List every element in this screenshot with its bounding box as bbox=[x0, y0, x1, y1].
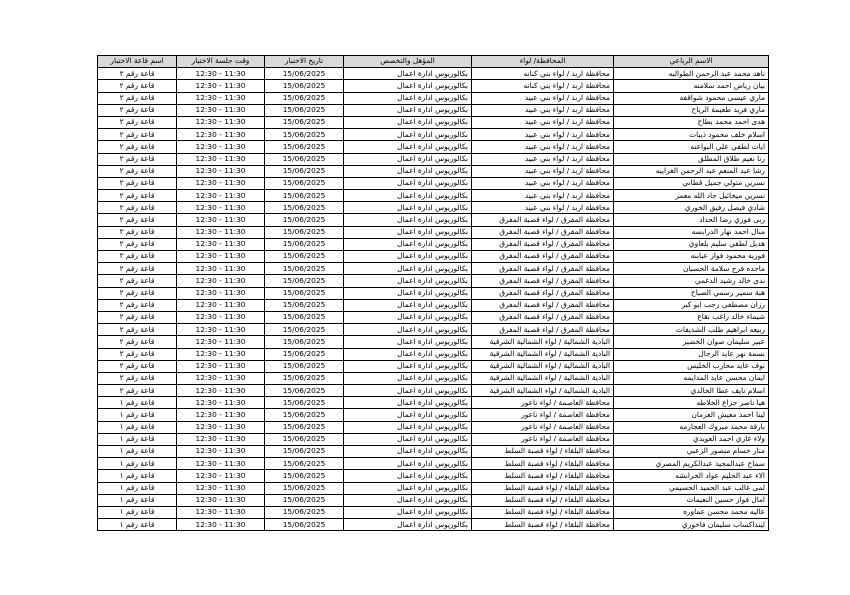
cell-qualification: بكالوريوس ادارة اعمال bbox=[344, 506, 472, 518]
table-row bbox=[98, 226, 769, 238]
cell-exam-hall: قاعة رقم ٢ bbox=[98, 385, 177, 397]
table-row bbox=[98, 116, 769, 128]
cell-exam-date: 15/06/2025 bbox=[265, 104, 344, 116]
cell-exam-time: 11:30 - 12:30 bbox=[177, 68, 265, 80]
cell-exam-hall: قاعة رقم ١ bbox=[98, 433, 177, 445]
cell-qualification: بكالوريوس ادارة اعمال bbox=[344, 397, 472, 409]
cell-exam-time: 11:30 - 12:30 bbox=[177, 336, 265, 348]
cell-exam-date: 15/06/2025 bbox=[265, 409, 344, 421]
cell-exam-time: 11:30 - 12:30 bbox=[177, 238, 265, 250]
cell-exam-date: 15/06/2025 bbox=[265, 494, 344, 506]
cell-exam-date: 15/06/2025 bbox=[265, 92, 344, 104]
cell-exam-date: 15/06/2025 bbox=[265, 421, 344, 433]
cell-exam-hall: قاعة رقم ١ bbox=[98, 397, 177, 409]
cell-qualification: بكالوريوس ادارة اعمال bbox=[344, 141, 472, 153]
table-row bbox=[98, 433, 769, 445]
table-row bbox=[98, 214, 769, 226]
cell-exam-hall: قاعة رقم ٢ bbox=[98, 287, 177, 299]
cell-exam-time: 11:30 - 12:30 bbox=[177, 299, 265, 311]
table-row bbox=[98, 299, 769, 311]
cell-exam-date: 15/06/2025 bbox=[265, 287, 344, 299]
cell-qualification: بكالوريوس ادارة اعمال bbox=[344, 409, 472, 421]
cell-full-name: شادي فيصل رفيق الخوري bbox=[614, 202, 769, 214]
cell-full-name: هديل لطفي سليم بلعاوي bbox=[614, 238, 769, 250]
cell-exam-time: 11:30 - 12:30 bbox=[177, 458, 265, 470]
cell-full-name: نسرين ميخائيل جاد الله معمر bbox=[614, 190, 769, 202]
cell-full-name: ماجده فرج سلامة الحسبان bbox=[614, 263, 769, 275]
table-row bbox=[98, 519, 769, 531]
cell-qualification: بكالوريوس ادارة اعمال bbox=[344, 153, 472, 165]
cell-qualification: بكالوريوس ادارة اعمال bbox=[344, 299, 472, 311]
cell-exam-hall: قاعة رقم ٢ bbox=[98, 226, 177, 238]
cell-exam-hall: قاعة رقم ٢ bbox=[98, 116, 177, 128]
cell-governorate: محافظة البلقاء / لواء قصبة السلط bbox=[472, 506, 614, 518]
cell-exam-date: 15/06/2025 bbox=[265, 251, 344, 263]
cell-exam-date: 15/06/2025 bbox=[265, 238, 344, 250]
cell-governorate: محافظة اربد / لواء بني عبيد bbox=[472, 116, 614, 128]
cell-qualification: بكالوريوس ادارة اعمال bbox=[344, 116, 472, 128]
cell-exam-hall: قاعة رقم ٢ bbox=[98, 80, 177, 92]
cell-governorate: محافظة اربد / لواء بني كنانه bbox=[472, 80, 614, 92]
cell-governorate: محافظة العاصمة / لواء ناعور bbox=[472, 421, 614, 433]
cell-governorate: محافظة المفرق / لواء قصبة المفرق bbox=[472, 299, 614, 311]
cell-full-name: لينداكساب سليمان فاخوري bbox=[614, 519, 769, 531]
cell-exam-hall: قاعة رقم ٢ bbox=[98, 263, 177, 275]
cell-full-name: ماري فريد طعيمة الرياح bbox=[614, 104, 769, 116]
cell-exam-hall: قاعة رقم ٢ bbox=[98, 92, 177, 104]
cell-exam-hall: قاعة رقم ١ bbox=[98, 446, 177, 458]
cell-full-name: منار حسام منصور الزعبي bbox=[614, 446, 769, 458]
cell-exam-date: 15/06/2025 bbox=[265, 446, 344, 458]
cell-exam-hall: قاعة رقم ٢ bbox=[98, 165, 177, 177]
header-qualification: المؤهل والتخصص bbox=[344, 56, 472, 68]
cell-exam-hall: قاعة رقم ٢ bbox=[98, 104, 177, 116]
cell-exam-hall: قاعة رقم ٢ bbox=[98, 360, 177, 372]
cell-full-name: اسلام نايف عطا الخالدي bbox=[614, 385, 769, 397]
cell-qualification: بكالوريوس ادارة اعمال bbox=[344, 226, 472, 238]
cell-qualification: بكالوريوس ادارة اعمال bbox=[344, 251, 472, 263]
table-row bbox=[98, 372, 769, 384]
cell-exam-date: 15/06/2025 bbox=[265, 116, 344, 128]
cell-qualification: بكالوريوس ادارة اعمال bbox=[344, 190, 472, 202]
header-full-name: الاسم الرباعي bbox=[614, 56, 769, 68]
cell-exam-date: 15/06/2025 bbox=[265, 372, 344, 384]
table-row bbox=[98, 287, 769, 299]
cell-exam-time: 11:30 - 12:30 bbox=[177, 409, 265, 421]
cell-exam-date: 15/06/2025 bbox=[265, 141, 344, 153]
cell-full-name: ماري عيسى محمود شواقفه bbox=[614, 92, 769, 104]
cell-exam-date: 15/06/2025 bbox=[265, 311, 344, 323]
cell-exam-time: 11:30 - 12:30 bbox=[177, 104, 265, 116]
cell-qualification: بكالوريوس ادارة اعمال bbox=[344, 80, 472, 92]
cell-exam-date: 15/06/2025 bbox=[265, 458, 344, 470]
cell-exam-time: 11:30 - 12:30 bbox=[177, 482, 265, 494]
cell-full-name: ربيعه ابراهيم طلب الشديفات bbox=[614, 324, 769, 336]
table-row bbox=[98, 153, 769, 165]
table-row bbox=[98, 190, 769, 202]
cell-full-name: فوزيه محمود فواز عبابنه bbox=[614, 251, 769, 263]
cell-exam-hall: قاعة رقم ١ bbox=[98, 458, 177, 470]
cell-full-name: اسلام خلف محمود ذيبات bbox=[614, 129, 769, 141]
cell-exam-date: 15/06/2025 bbox=[265, 336, 344, 348]
cell-exam-hall: قاعة رقم ٢ bbox=[98, 202, 177, 214]
cell-full-name: رشا عبد المنعم عبد الرحمن الغرايبه bbox=[614, 165, 769, 177]
cell-exam-time: 11:30 - 12:30 bbox=[177, 372, 265, 384]
cell-governorate: محافظة العاصمة / لواء ناعور bbox=[472, 433, 614, 445]
cell-qualification: بكالوريوس ادارة اعمال bbox=[344, 275, 472, 287]
cell-qualification: بكالوريوس ادارة اعمال bbox=[344, 287, 472, 299]
table-row bbox=[98, 482, 769, 494]
cell-qualification: بكالوريوس ادارة اعمال bbox=[344, 311, 472, 323]
cell-full-name: سماح عبدالمجيد عبدالكريم المصري bbox=[614, 458, 769, 470]
cell-qualification: بكالوريوس ادارة اعمال bbox=[344, 165, 472, 177]
cell-full-name: ربى فوزي رضا الحداد bbox=[614, 214, 769, 226]
cell-exam-hall: قاعة رقم ١ bbox=[98, 519, 177, 531]
cell-full-name: لينا احمد معيش العرمان bbox=[614, 409, 769, 421]
cell-exam-time: 11:30 - 12:30 bbox=[177, 153, 265, 165]
cell-qualification: بكالوريوس ادارة اعمال bbox=[344, 324, 472, 336]
cell-exam-date: 15/06/2025 bbox=[265, 275, 344, 287]
cell-exam-hall: قاعة رقم ٢ bbox=[98, 251, 177, 263]
cell-exam-date: 15/06/2025 bbox=[265, 80, 344, 92]
table-row bbox=[98, 336, 769, 348]
cell-governorate: محافظة البلقاء / لواء قصبة السلط bbox=[472, 519, 614, 531]
cell-exam-time: 11:30 - 12:30 bbox=[177, 433, 265, 445]
cell-exam-hall: قاعة رقم ٢ bbox=[98, 275, 177, 287]
cell-qualification: بكالوريوس ادارة اعمال bbox=[344, 336, 472, 348]
cell-qualification: بكالوريوس ادارة اعمال bbox=[344, 129, 472, 141]
table-row bbox=[98, 165, 769, 177]
table-row bbox=[98, 458, 769, 470]
table-row bbox=[98, 80, 769, 92]
cell-exam-time: 11:30 - 12:30 bbox=[177, 202, 265, 214]
header-exam-date: تاريخ الاختبار bbox=[265, 56, 344, 68]
header-governorate: المحافظة/ لواء bbox=[472, 56, 614, 68]
table-row bbox=[98, 177, 769, 189]
cell-qualification: بكالوريوس ادارة اعمال bbox=[344, 421, 472, 433]
cell-exam-time: 11:30 - 12:30 bbox=[177, 360, 265, 372]
cell-full-name: ولاء غازي احمد العويدي bbox=[614, 433, 769, 445]
cell-exam-hall: قاعة رقم ٢ bbox=[98, 299, 177, 311]
cell-governorate: محافظة اربد / لواء بني عبيد bbox=[472, 92, 614, 104]
cell-exam-hall: قاعة رقم ٢ bbox=[98, 190, 177, 202]
cell-governorate: محافظة اربد / لواء بني عبيد bbox=[472, 202, 614, 214]
cell-exam-date: 15/06/2025 bbox=[265, 177, 344, 189]
table-row bbox=[98, 129, 769, 141]
cell-exam-time: 11:30 - 12:30 bbox=[177, 506, 265, 518]
table-row bbox=[98, 385, 769, 397]
cell-exam-date: 15/06/2025 bbox=[265, 226, 344, 238]
cell-qualification: بكالوريوس ادارة اعمال bbox=[344, 68, 472, 80]
table-row bbox=[98, 494, 769, 506]
cell-exam-date: 15/06/2025 bbox=[265, 153, 344, 165]
cell-full-name: الاء عبد الحليم عواد الخرابشه bbox=[614, 470, 769, 482]
cell-exam-hall: قاعة رقم ١ bbox=[98, 494, 177, 506]
cell-qualification: بكالوريوس ادارة اعمال bbox=[344, 177, 472, 189]
cell-qualification: بكالوريوس ادارة اعمال bbox=[344, 360, 472, 372]
cell-exam-time: 11:30 - 12:30 bbox=[177, 446, 265, 458]
cell-governorate: محافظة المفرق / لواء قصبة المفرق bbox=[472, 251, 614, 263]
cell-exam-date: 15/06/2025 bbox=[265, 519, 344, 531]
cell-full-name: عاليه محمد محسن عماوره bbox=[614, 506, 769, 518]
table-row bbox=[98, 409, 769, 421]
table-row bbox=[98, 263, 769, 275]
table-row bbox=[98, 238, 769, 250]
cell-qualification: بكالوريوس ادارة اعمال bbox=[344, 494, 472, 506]
cell-exam-time: 11:30 - 12:30 bbox=[177, 275, 265, 287]
cell-exam-date: 15/06/2025 bbox=[265, 299, 344, 311]
table-body bbox=[98, 68, 769, 531]
table-row bbox=[98, 202, 769, 214]
cell-exam-time: 11:30 - 12:30 bbox=[177, 141, 265, 153]
cell-governorate: محافظة المفرق / لواء قصبة المفرق bbox=[472, 214, 614, 226]
cell-exam-hall: قاعة رقم ٢ bbox=[98, 214, 177, 226]
cell-governorate: البادية الشمالية / لواء الشمالية الشرقية bbox=[472, 372, 614, 384]
header-exam-time: وقت جلسة الاختبار bbox=[177, 56, 265, 68]
cell-exam-time: 11:30 - 12:30 bbox=[177, 92, 265, 104]
cell-exam-date: 15/06/2025 bbox=[265, 360, 344, 372]
cell-qualification: بكالوريوس ادارة اعمال bbox=[344, 458, 472, 470]
table-row bbox=[98, 360, 769, 372]
cell-qualification: بكالوريوس ادارة اعمال bbox=[344, 482, 472, 494]
cell-exam-hall: قاعة رقم ٢ bbox=[98, 141, 177, 153]
cell-full-name: امال فواز حسين النعيمات bbox=[614, 494, 769, 506]
cell-full-name: منال احمد نهار الدرابسه bbox=[614, 226, 769, 238]
cell-exam-time: 11:30 - 12:30 bbox=[177, 470, 265, 482]
cell-exam-date: 15/06/2025 bbox=[265, 482, 344, 494]
cell-exam-date: 15/06/2025 bbox=[265, 165, 344, 177]
header-exam-hall: اسم قاعة الاختبار bbox=[98, 56, 177, 68]
cell-exam-time: 11:30 - 12:30 bbox=[177, 226, 265, 238]
cell-exam-time: 11:30 - 12:30 bbox=[177, 129, 265, 141]
cell-exam-hall: قاعة رقم ٢ bbox=[98, 336, 177, 348]
exam-schedule-table bbox=[97, 55, 769, 531]
cell-full-name: شيماء خالد راغب نقاع bbox=[614, 311, 769, 323]
table-row bbox=[98, 92, 769, 104]
cell-qualification: بكالوريوس ادارة اعمال bbox=[344, 202, 472, 214]
cell-exam-date: 15/06/2025 bbox=[265, 506, 344, 518]
cell-full-name: هدى احمد محمد بطاح bbox=[614, 116, 769, 128]
cell-qualification: بكالوريوس ادارة اعمال bbox=[344, 433, 472, 445]
cell-exam-time: 11:30 - 12:30 bbox=[177, 494, 265, 506]
cell-exam-date: 15/06/2025 bbox=[265, 68, 344, 80]
cell-exam-date: 15/06/2025 bbox=[265, 202, 344, 214]
cell-qualification: بكالوريوس ادارة اعمال bbox=[344, 214, 472, 226]
cell-exam-date: 15/06/2025 bbox=[265, 129, 344, 141]
cell-governorate: البادية الشمالية / لواء الشمالية الشرقية bbox=[472, 336, 614, 348]
cell-exam-date: 15/06/2025 bbox=[265, 433, 344, 445]
cell-full-name: هبة سمير رسمي الصباح bbox=[614, 287, 769, 299]
table-row bbox=[98, 470, 769, 482]
cell-full-name: لمى غالب عبد الحميد الحسيمي bbox=[614, 482, 769, 494]
cell-governorate: محافظة المفرق / لواء قصبة المفرق bbox=[472, 275, 614, 287]
cell-exam-hall: قاعة رقم ١ bbox=[98, 421, 177, 433]
cell-exam-hall: قاعة رقم ٢ bbox=[98, 311, 177, 323]
table-row bbox=[98, 141, 769, 153]
cell-full-name: ناهد محمد عبد الرحمن الطوالبه bbox=[614, 68, 769, 80]
cell-exam-date: 15/06/2025 bbox=[265, 385, 344, 397]
cell-full-name: بيان رياض احمد سلامنه bbox=[614, 80, 769, 92]
cell-exam-time: 11:30 - 12:30 bbox=[177, 287, 265, 299]
cell-exam-hall: قاعة رقم ١ bbox=[98, 470, 177, 482]
table-row bbox=[98, 275, 769, 287]
cell-exam-time: 11:30 - 12:30 bbox=[177, 421, 265, 433]
table-row bbox=[98, 251, 769, 263]
table-row bbox=[98, 68, 769, 80]
cell-exam-time: 11:30 - 12:30 bbox=[177, 519, 265, 531]
cell-governorate: محافظة العاصمة / لواء ناعور bbox=[472, 397, 614, 409]
table-row bbox=[98, 311, 769, 323]
cell-exam-time: 11:30 - 12:30 bbox=[177, 324, 265, 336]
cell-governorate: البادية الشمالية / لواء الشمالية الشرقية bbox=[472, 385, 614, 397]
cell-exam-time: 11:30 - 12:30 bbox=[177, 116, 265, 128]
cell-governorate: محافظة البلقاء / لواء قصبة السلط bbox=[472, 482, 614, 494]
table-row bbox=[98, 421, 769, 433]
cell-exam-time: 11:30 - 12:30 bbox=[177, 251, 265, 263]
cell-full-name: هيا ناصر جزاع الخلاطه bbox=[614, 397, 769, 409]
cell-governorate: محافظة اربد / لواء بني عبيد bbox=[472, 153, 614, 165]
cell-governorate: محافظة اربد / لواء بني عبيد bbox=[472, 129, 614, 141]
cell-governorate: محافظة البلقاء / لواء قصبة السلط bbox=[472, 458, 614, 470]
cell-exam-time: 11:30 - 12:30 bbox=[177, 190, 265, 202]
cell-exam-time: 11:30 - 12:30 bbox=[177, 165, 265, 177]
cell-governorate: محافظة اربد / لواء بني عبيد bbox=[472, 104, 614, 116]
cell-exam-hall: قاعة رقم ٢ bbox=[98, 153, 177, 165]
cell-full-name: نوف عايد محارب الخليس bbox=[614, 360, 769, 372]
cell-exam-hall: قاعة رقم ٢ bbox=[98, 129, 177, 141]
table-row bbox=[98, 104, 769, 116]
cell-governorate: محافظة البلقاء / لواء قصبة السلط bbox=[472, 470, 614, 482]
cell-exam-time: 11:30 - 12:30 bbox=[177, 385, 265, 397]
cell-exam-hall: قاعة رقم ٢ bbox=[98, 177, 177, 189]
cell-qualification: بكالوريوس ادارة اعمال bbox=[344, 92, 472, 104]
cell-full-name: نسرين متولي جميل قطاني bbox=[614, 177, 769, 189]
cell-exam-time: 11:30 - 12:30 bbox=[177, 80, 265, 92]
cell-governorate: البادية الشمالية / لواء الشمالية الشرقية bbox=[472, 348, 614, 360]
cell-governorate: محافظة اربد / لواء بني كنانه bbox=[472, 68, 614, 80]
cell-qualification: بكالوريوس ادارة اعمال bbox=[344, 446, 472, 458]
cell-qualification: بكالوريوس ادارة اعمال bbox=[344, 470, 472, 482]
cell-governorate: محافظة البلقاء / لواء قصبة السلط bbox=[472, 446, 614, 458]
cell-exam-hall: قاعة رقم ٢ bbox=[98, 372, 177, 384]
cell-governorate: محافظة البلقاء / لواء قصبة السلط bbox=[472, 494, 614, 506]
cell-exam-time: 11:30 - 12:30 bbox=[177, 348, 265, 360]
table-row bbox=[98, 397, 769, 409]
cell-governorate: محافظة العاصمة / لواء ناعور bbox=[472, 409, 614, 421]
table-row bbox=[98, 506, 769, 518]
cell-exam-hall: قاعة رقم ١ bbox=[98, 506, 177, 518]
cell-full-name: ندى خالد رشيد الدغمي bbox=[614, 275, 769, 287]
cell-exam-hall: قاعة رقم ٢ bbox=[98, 68, 177, 80]
cell-exam-time: 11:30 - 12:30 bbox=[177, 214, 265, 226]
cell-exam-date: 15/06/2025 bbox=[265, 348, 344, 360]
cell-full-name: ايمان محسن عايد المدايمه bbox=[614, 372, 769, 384]
cell-governorate: محافظة المفرق / لواء قصبة المفرق bbox=[472, 238, 614, 250]
cell-full-name: ايات لطفي علي البواعنه bbox=[614, 141, 769, 153]
cell-governorate: محافظة المفرق / لواء قصبة المفرق bbox=[472, 226, 614, 238]
cell-full-name: عبير سليمان صوان الخضير bbox=[614, 336, 769, 348]
cell-governorate: محافظة المفرق / لواء قصبة المفرق bbox=[472, 324, 614, 336]
cell-qualification: بكالوريوس ادارة اعمال bbox=[344, 104, 472, 116]
exam-schedule-sheet bbox=[97, 55, 768, 531]
cell-full-name: رزان مصطفى رجب ابو كبر bbox=[614, 299, 769, 311]
cell-governorate: محافظة اربد / لواء بني عبيد bbox=[472, 141, 614, 153]
cell-governorate: محافظة المفرق / لواء قصبة المفرق bbox=[472, 287, 614, 299]
cell-qualification: بكالوريوس ادارة اعمال bbox=[344, 263, 472, 275]
table-row bbox=[98, 446, 769, 458]
cell-qualification: بكالوريوس ادارة اعمال bbox=[344, 385, 472, 397]
cell-exam-date: 15/06/2025 bbox=[265, 214, 344, 226]
cell-exam-date: 15/06/2025 bbox=[265, 470, 344, 482]
cell-governorate: محافظة المفرق / لواء قصبة المفرق bbox=[472, 263, 614, 275]
cell-exam-hall: قاعة رقم ١ bbox=[98, 482, 177, 494]
cell-governorate: البادية الشمالية / لواء الشمالية الشرقية bbox=[472, 360, 614, 372]
cell-exam-date: 15/06/2025 bbox=[265, 263, 344, 275]
cell-governorate: محافظة اربد / لواء بني عبيد bbox=[472, 177, 614, 189]
cell-exam-date: 15/06/2025 bbox=[265, 397, 344, 409]
cell-exam-time: 11:30 - 12:30 bbox=[177, 311, 265, 323]
cell-qualification: بكالوريوس ادارة اعمال bbox=[344, 519, 472, 531]
table-row bbox=[98, 324, 769, 336]
cell-qualification: بكالوريوس ادارة اعمال bbox=[344, 238, 472, 250]
cell-exam-hall: قاعة رقم ١ bbox=[98, 409, 177, 421]
cell-governorate: محافظة اربد / لواء بني عبيد bbox=[472, 190, 614, 202]
cell-governorate: محافظة المفرق / لواء قصبة المفرق bbox=[472, 311, 614, 323]
cell-qualification: بكالوريوس ادارة اعمال bbox=[344, 348, 472, 360]
cell-exam-date: 15/06/2025 bbox=[265, 190, 344, 202]
cell-exam-hall: قاعة رقم ٢ bbox=[98, 348, 177, 360]
cell-exam-time: 11:30 - 12:30 bbox=[177, 397, 265, 409]
cell-full-name: بارقة محمد مبروك العجارمه bbox=[614, 421, 769, 433]
cell-qualification: بكالوريوس ادارة اعمال bbox=[344, 372, 472, 384]
table-header-row bbox=[98, 56, 769, 68]
cell-exam-hall: قاعة رقم ٢ bbox=[98, 324, 177, 336]
cell-exam-time: 11:30 - 12:30 bbox=[177, 177, 265, 189]
cell-exam-hall: قاعة رقم ٢ bbox=[98, 238, 177, 250]
cell-exam-date: 15/06/2025 bbox=[265, 324, 344, 336]
cell-exam-time: 11:30 - 12:30 bbox=[177, 263, 265, 275]
table-row bbox=[98, 348, 769, 360]
cell-full-name: رنا نعيم طلاق المطلق bbox=[614, 153, 769, 165]
cell-full-name: بسمة نهر عايد الرجال bbox=[614, 348, 769, 360]
cell-governorate: محافظة اربد / لواء بني عبيد bbox=[472, 165, 614, 177]
